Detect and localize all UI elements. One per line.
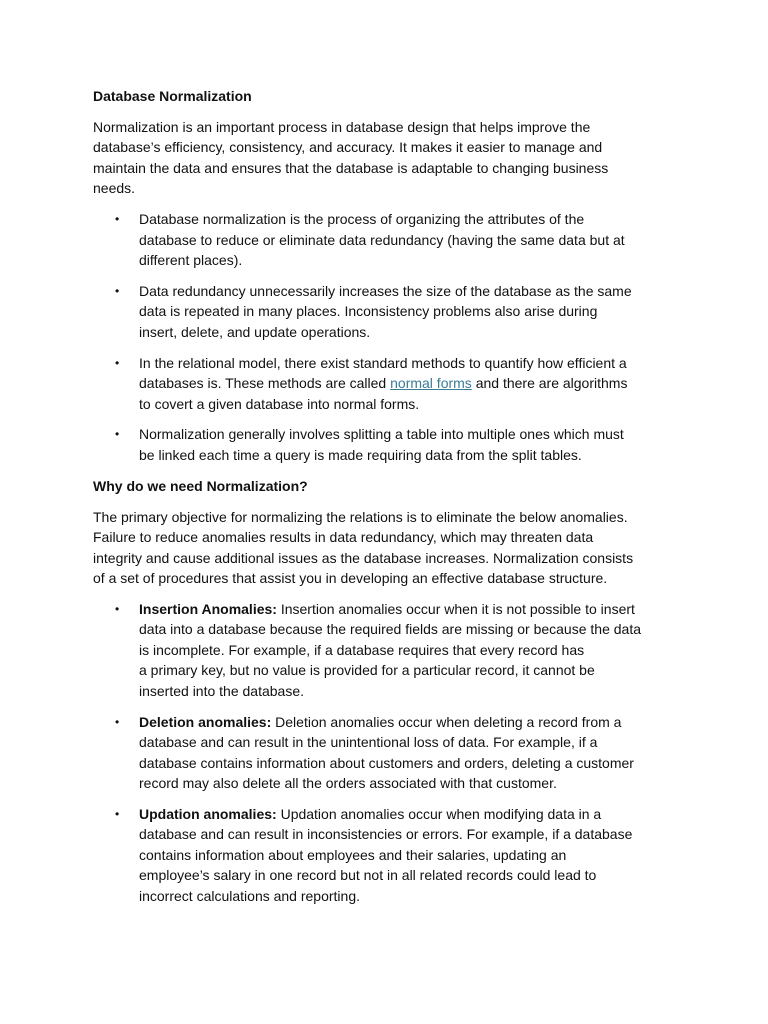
list-item	[93, 353, 693, 415]
text-run: Insertion anomalies occur when it is not possible to insert	[276, 600, 635, 617]
list-item	[93, 209, 693, 271]
text-line: In the relational model, there exist standard methods to quantify how efficient a	[139, 354, 627, 371]
text-run: databases is. These methods are called	[139, 375, 391, 392]
list-item-deletion-anomalies	[93, 712, 693, 794]
anomalies-bullet-list	[93, 599, 693, 907]
text-run: and there are algorithms	[471, 375, 628, 392]
text-line: needs.	[93, 180, 136, 197]
document-title: Database Normalization	[93, 88, 252, 104]
text-line	[139, 712, 693, 733]
text-line: Normalization generally involves splitting a table into multiple ones which must	[139, 426, 624, 443]
text-line: Failure to reduce anomalies results in data redundancy, which may threaten data	[93, 529, 594, 546]
text-line: employee’s salary in one record but not in all related records could lead to	[139, 867, 597, 884]
text-line: contains information about employees and their salaries, updating an	[139, 846, 567, 863]
text-line	[139, 599, 693, 620]
text-line: of a set of procedures that assist you in developing an effective database structure.	[93, 570, 608, 587]
text-line: data into a database because the required fields are missing or because the data	[139, 621, 641, 638]
section-heading: Why do we need Normalization?	[93, 477, 308, 494]
bullet-icon: •	[115, 212, 120, 227]
document-page	[93, 86, 693, 917]
bullet-icon: •	[115, 283, 120, 298]
text-line: be linked each time a query is made requiring data from the split tables.	[139, 446, 582, 463]
term: Insertion Anomalies:	[139, 600, 277, 617]
text-line: database and can result in the unintentional loss of data. For example, if a	[139, 734, 598, 751]
term: Deletion anomalies:	[139, 713, 272, 730]
text-line: database and can result in inconsistencies or errors. For example, if a database	[139, 826, 633, 843]
normal-forms-link[interactable]: normal forms	[390, 375, 472, 392]
text-line: integrity and cause additional issues as the database increases. Normalization consists	[93, 549, 634, 566]
text-line	[139, 373, 693, 394]
bullet-icon: •	[115, 806, 120, 821]
text-run: Deletion anomalies occur when deleting a record from a	[271, 713, 622, 730]
text-line: incorrect calculations and reporting.	[139, 887, 361, 904]
text-line: is incomplete. For example, if a database requires that every record has	[139, 641, 585, 658]
text-line: The primary objective for normalizing the relations is to eliminate the below anomalies.	[93, 508, 628, 525]
bullet-icon: •	[115, 714, 120, 729]
text-line: data is repeated in many places. Inconsistency problems also arise during	[139, 303, 598, 320]
text-line: insert, delete, and update operations.	[139, 323, 371, 340]
list-item-insertion-anomalies	[93, 599, 693, 702]
text-line: a primary key, but no value is provided for a particular record, it cannot be	[139, 662, 595, 679]
term: Updation anomalies:	[139, 805, 277, 822]
normalization-bullet-list	[93, 209, 693, 465]
bullet-icon: •	[115, 601, 120, 616]
anomalies-paragraph	[93, 507, 693, 589]
text-line: to covert a given database into normal forms.	[139, 395, 420, 412]
text-line: different places).	[139, 252, 243, 269]
text-line: database to reduce or eliminate data redundancy (having the same data but at	[139, 231, 625, 248]
text-line: Database normalization is the process of organizing the attributes of the	[139, 211, 585, 228]
list-item-updation-anomalies	[93, 804, 693, 907]
bullet-icon: •	[115, 427, 120, 442]
text-run: Updation anomalies occur when modifying data in a	[276, 805, 602, 822]
text-line: record may also delete all the orders associated with that customer.	[139, 775, 557, 792]
list-item	[93, 424, 693, 465]
text-line: Data redundancy unnecessarily increases the size of the database as the same	[139, 282, 632, 299]
intro-paragraph	[93, 117, 693, 199]
text-line: database’s efficiency, consistency, and accuracy. It makes it easier to manage and	[93, 139, 603, 156]
text-line: Normalization is an important process in database design that helps improve the	[93, 118, 591, 135]
text-line: database contains information about customers and orders, deleting a customer	[139, 754, 634, 771]
text-line: inserted into the database.	[139, 682, 305, 699]
text-line	[139, 804, 693, 825]
text-line: maintain the data and ensures that the database is adaptable to changing business	[93, 159, 609, 176]
bullet-icon: •	[115, 355, 120, 370]
list-item	[93, 281, 693, 343]
